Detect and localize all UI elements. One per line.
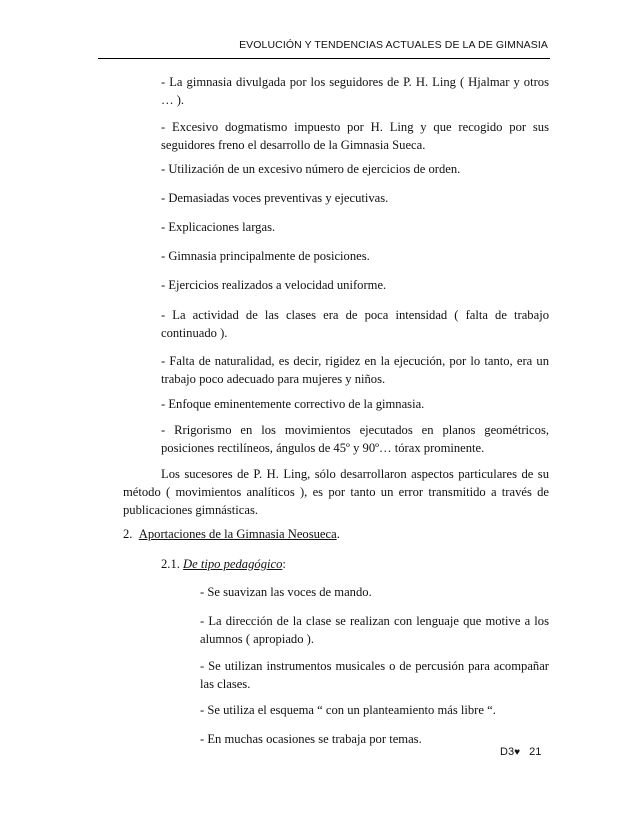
bullet-item: - Demasiadas voces preventivas y ejecutivas. — [161, 191, 389, 205]
subsection-title: De tipo pedagógico — [183, 557, 283, 571]
footer-label: D3 — [500, 746, 515, 758]
bullet-item: - Rrigorismo en los movimientos ejecutados en planos geométricos, posiciones rectilíneos, ángulos de 45º y 90º… tórax prominente. — [161, 423, 549, 455]
subsection-title-end: : — [282, 557, 286, 571]
heart-icon: ♥ — [514, 747, 520, 758]
bullet-item: - La actividad de las clases era de poca intensidad ( falta de trabajo continuado ). — [161, 308, 549, 340]
bullet-item: - Utilización de un excesivo número de ejercicios de orden. — [161, 162, 461, 176]
header-title: EVOLUCIÓN Y TENDENCIAS ACTUALES DE LA DE GIMNASIA — [239, 39, 548, 51]
sub-bullet-item: - En muchas ocasiones se trabaja por temas. — [200, 732, 422, 746]
page-number: 21 — [529, 746, 542, 758]
bullet-item: - Falta de naturalidad, es decir, rigidez en la ejecución, por lo tanto, era un trabajo poco adecuado para mujeres y niños. — [161, 354, 549, 386]
sub-bullet-item: - La dirección de la clase se realizan con lenguaje que motive a los alumnos ( apropiado ). — [200, 614, 549, 646]
page-header — [98, 39, 550, 59]
bullet-item: - Gimnasia principalmente de posiciones. — [161, 249, 370, 263]
sub-bullet-item: - Se utilizan instrumentos musicales o de percusión para acompañar las clases. — [200, 659, 549, 691]
body-paragraph: Los sucesores de P. H. Ling, sólo desarrollaron aspectos particulares de su método ( movimientos analíticos ), es por tanto un error transmitido a través de publicaciones gimnásticas. — [123, 467, 549, 517]
subsection-heading — [161, 555, 549, 573]
section-title: Aportaciones de la Gimnasia Neosueca — [138, 527, 337, 541]
bullet-item: - Explicaciones largas. — [161, 220, 276, 234]
subsection-number: 2.1. — [161, 557, 180, 571]
bullet-item: - Enfoque eminentemente correctivo de la gimnasia. — [161, 397, 425, 411]
bullet-item: - Ejercicios realizados a velocidad uniforme. — [161, 278, 387, 292]
sub-bullet-item: - Se utiliza el esquema “ con un planteamiento más libre “. — [200, 703, 496, 717]
sub-bullet-item: - Se suavizan las voces de mando. — [200, 585, 372, 599]
section-title-end: . — [336, 527, 340, 541]
section-number: 2. — [123, 527, 133, 541]
bullet-item: - Excesivo dogmatismo impuesto por H. Ling y que recogido por sus seguidores freno el desarrollo de la Gimnasia Sueca. — [161, 120, 549, 152]
page-footer — [500, 746, 552, 758]
section-heading — [123, 525, 549, 543]
bullet-item: - La gimnasia divulgada por los seguidores de P. H. Ling ( Hjalmar y otros … ). — [161, 75, 549, 107]
